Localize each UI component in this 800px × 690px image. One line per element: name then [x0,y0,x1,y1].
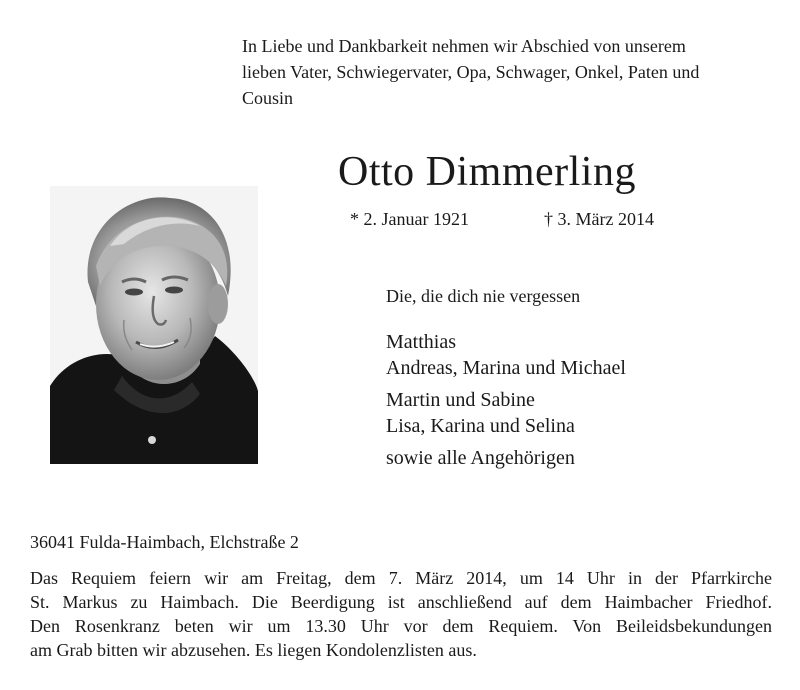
notice-line: Das Requiem feiern wir am Freitag, dem 7. März 2014, um 14 Uhr in der Pfarrkirche [30,568,772,588]
intro-line: lieben Vater, Schwiegervater, Opa, Schwager, Onkel, Paten und [242,62,700,82]
mourner-name: Lisa, Karina und Selina [386,415,575,437]
intro-text [242,33,782,111]
mourner-name: Martin und Sabine [386,389,535,411]
portrait-photo [50,186,258,464]
mourner-name: sowie alle Angehörigen [386,447,575,469]
intro-line: In Liebe und Dankbarkeit nehmen wir Abschied von unserem [242,36,686,56]
deceased-name: Otto Dimmerling [338,149,636,195]
notice-line: St. Markus zu Haimbach. Die Beerdigung ist anschließend auf dem Haimbacher Friedhof. [30,592,772,612]
mourners-intro: Die, die dich nie vergessen [386,286,581,306]
funeral-notice [30,566,772,662]
mourners-list [386,329,626,471]
death-date: † 3. März 2014 [544,209,654,229]
notice-line: am Grab bitten wir abzusehen. Es liegen Kondolenzlisten aus. [30,640,477,660]
intro-line: Cousin [242,88,294,108]
address: 36041 Fulda-Haimbach, Elchstraße 2 [30,532,299,552]
birth-date: * 2. Januar 1921 [350,209,469,229]
mourner-name: Andreas, Marina und Michael [386,357,626,379]
notice-line: Den Rosenkranz beten wir um 13.30 Uhr vor dem Requiem. Von Beileidsbekundungen [30,616,772,636]
mourner-name: Matthias [386,331,456,353]
